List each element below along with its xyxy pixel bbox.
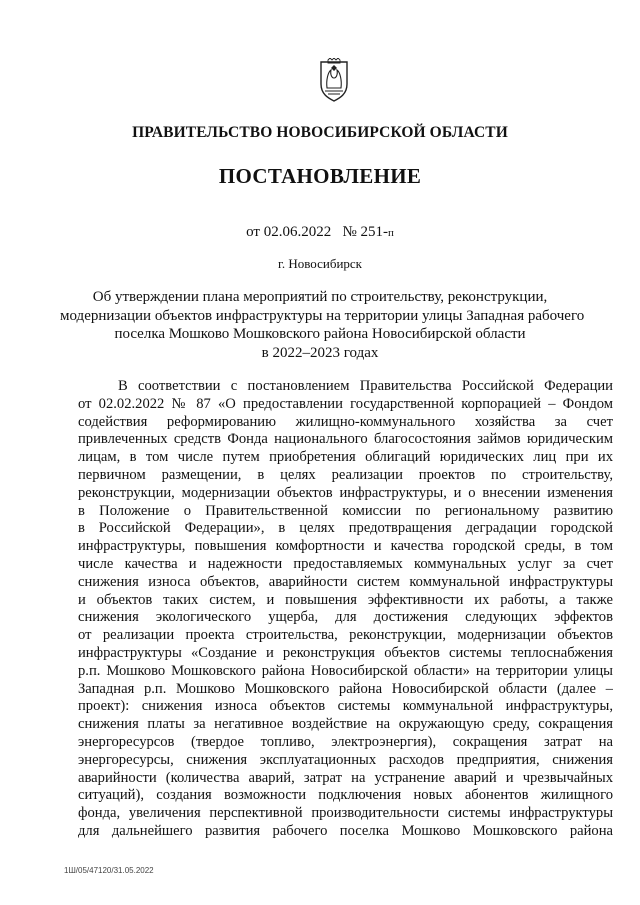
subject-line: в 2022–2023 годах [261,344,379,361]
body-line: снижения износа объектов, аварийности систем коммунальной инфраструктуры [78,573,613,590]
body-line: р.п. Мошково Мошковского района Новосибирской области» на территории улицы [78,662,613,679]
body-line: проект): снижения износа объектов системы коммунальной инфраструктуры, [78,698,613,715]
document-date: от 02.06.2022 [246,224,332,240]
body-line: инфраструктуры, повышения комфортности и качества городской среды, в том [78,538,613,555]
document-number-suffix: п [388,227,394,239]
body-line: привлеченных средств Фонда национального благосостояния займов юридическим [78,431,613,448]
subject-line: поселка Мошково Мошковского района Новосибирской области [114,326,526,342]
document-body [78,378,613,841]
document-number: № 251- [342,224,389,240]
body-line: ситуаций), создания возможности подключения новых абонентов жилищного [78,787,613,804]
document-type: ПОСТАНОВЛЕНИЕ [218,164,422,188]
body-line: содействия реформированию жилищно-коммунального хозяйства за счет [78,413,613,430]
body-line: Западная р.п. Мошково Мошковского района Новосибирской области (далее – [78,680,613,697]
coat-of-arms-icon [316,58,352,102]
body-line: энергоресурсов (твердое топливо, электроэнергия), сокращения затрат на [78,733,613,750]
document-footer-code: 1Ш/05/47120/31.05.2022 [64,866,154,875]
body-line: от реализации проекта строительства, реконструкции, модернизации объектов [78,627,613,644]
body-line: для дальнейшего развития рабочего поселка Мошково Мошковского района [78,822,613,839]
body-line: от 02.02.2022 № 87 «О предоставлении государственной корпорацией – Фондом [78,395,613,412]
body-line: аварийности (количества аварий, затрат на устранение аварий и чрезвычайных [78,769,613,786]
body-line: В соответствии с постановлением Правительства Российской Федерации [118,378,613,394]
body-line: в Положение о Правительственной комиссии по региональному развитию [78,502,613,519]
body-line: фонда, увеличения перспективной производительности системы инфраструктуры [78,805,613,822]
body-line: инфраструктуры «Создание и реконструкция объектов системы теплоснабжения [78,644,613,661]
government-name: ПРАВИТЕЛЬСТВО НОВОСИБИРСКОЙ ОБЛАСТИ [132,124,508,141]
subject-line: модернизации объектов инфраструктуры на территории улицы Западная рабочего [60,307,585,324]
subject-line: Об утверждении плана мероприятий по строительству, реконструкции, [92,289,548,305]
body-line: снижения экологического ущерба, для достижения следующих эффектов [78,609,613,626]
body-line: и объектов таких систем, и повышения эффективности их работы, а также [78,591,613,608]
body-line: лицам, в том числе путем приобретения облигаций юридических лиц при их [78,449,613,466]
body-line: первичном размещении, в целях реализации проектов по строительству, [78,466,613,483]
date-number-line [0,224,640,241]
body-line: энергоресурсы, снижения эксплуатационных расходов предприятия, снижения [78,751,613,768]
body-line: числе качества и надежности предоставляемых коммунальных услуг за счет [78,555,613,572]
body-line: в Российской Федерации», в целях предотвращения деградации городской [78,520,613,537]
city-name: г. Новосибирск [277,256,362,271]
body-line: снижения платы за негативное воздействие на окружающую среду, сокращения [78,716,613,733]
body-line: реконструкции, модернизации объектов инфраструктуры, и о внесении изменения [78,484,613,501]
document-subject [60,288,585,362]
